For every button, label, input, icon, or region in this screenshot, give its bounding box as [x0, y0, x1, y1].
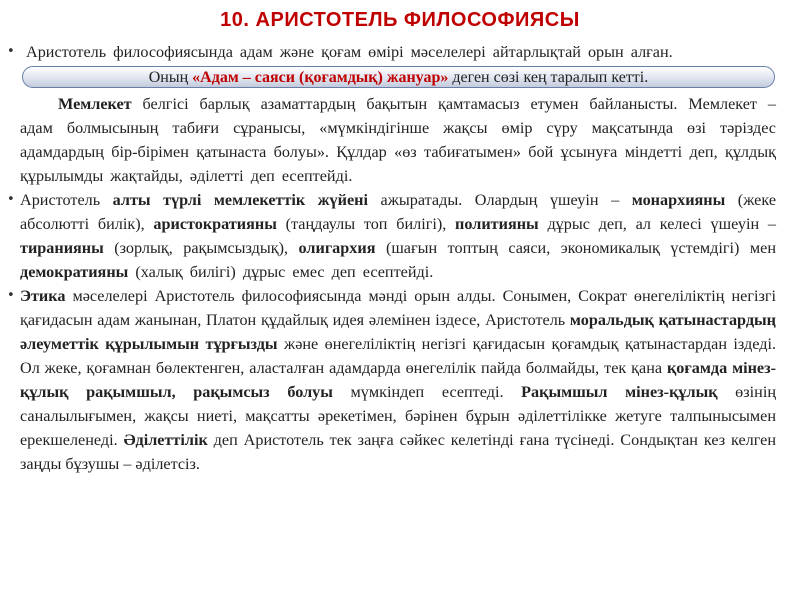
gov-text-5: дұрыс деп, ал келесі үшеуін – [538, 215, 776, 233]
banner-pre: Оның [148, 69, 193, 86]
term-moral-relations: моральдық қатынастардың әлеуметтік құрылымын тұрғызды [20, 311, 776, 353]
gov-text-4: (таңдаулы топ билігі), [276, 215, 456, 233]
banner-post: деген сөзі кең таралып кетті. [448, 69, 649, 86]
term-tyranny: тиранияны [20, 239, 104, 257]
term-society-behavior: қоғамда мінез-құлық рақымшыл, рақымсыз болуы [20, 359, 776, 401]
term-polity: политияны [455, 215, 539, 233]
quote-banner [22, 66, 775, 88]
paragraph-governments [20, 188, 776, 284]
state-text: белгісі барлық азаматтардың бақытын қамтамасыз етумен байланысты. Мемлекет – адам болмысының табиғи сұранысы, «мүмкіндігінше жақсы өмір сүру мақсатында өзі тәріздес адамдардың бір-бірімен қатынаста болуы». Құлдар «өз табиғатымен» бой ұсынуға міндетті деп, құлдық құрылымды жақтайды, әділетті деп есептейді. [20, 95, 776, 185]
gov-text-6: (зорлық, рақымсыздық), [103, 239, 299, 257]
ethics-text-3: мүмкіндеп есептеді. [332, 383, 522, 401]
term-ethics: Этика [20, 287, 66, 305]
term-merciful-behavior: Рақымшыл мінез-құлық [521, 383, 718, 401]
term-justice: Әділеттілік [123, 431, 208, 449]
ethics-text-1: мәселелері Аристотель философиясында мәнді орын алды. Сонымен, Сократ өнегеліліктің негізгі қағидасын адам жанынан, Платон құдайлық идея әлемінен іздесе, Аристотель [20, 287, 776, 329]
term-oligarchy: олигархия [298, 239, 376, 257]
term-democracy: демократияны [20, 263, 129, 281]
gov-text-2: ажыратады. Олардың үшеуін – [367, 191, 632, 209]
intro-text: Аристотель философиясында адам және қоғам өмірі мәселелері айтарлықтай орын алған. [26, 43, 673, 61]
banner-quote: «Адам – саяси (қоғамдық) жануар» [192, 69, 449, 86]
gov-text-7: (шағын топтың саяси, экономикалық үстемдігі) мен [375, 239, 776, 257]
term-aristocracy: аристократияны [153, 215, 277, 233]
ethics-text-5: деп Аристотель тек заңға сәйкес келетінді ғана түсінеді. Сондықтан кез келген заңды бұзушы – әділетсіз. [20, 431, 776, 473]
gov-text-8: (халық билігі) дұрыс емес деп есептейді. [128, 263, 434, 281]
slide-title: 10. АРИСТОТЕЛЬ ФИЛОСОФИЯСЫ [220, 9, 580, 31]
gov-text-1: Аристотель [20, 191, 113, 209]
term-six-systems: алты түрлі мемлекеттік жүйені [112, 191, 368, 209]
slide-content [20, 40, 776, 476]
paragraph-intro [20, 40, 776, 64]
term-state: Мемлекет [58, 95, 132, 113]
paragraph-state [20, 92, 776, 188]
gov-text-3: (жеке абсолютті билік), [20, 191, 776, 233]
paragraph-ethics [20, 284, 776, 476]
ethics-text-4: өзінің саналылығымен, жақсы ниеті, мақсатты әрекетімен, бәрінен бұрын әділеттілікке жетуге талпынысымен ерекшеленеді. [20, 383, 776, 449]
ethics-text-2: және өнегеліліктің негізгі қағидасын қоғамдық қатынастардан іздеді. Ол жеке, қоғамнан бөлектенген, аласталған адамдарда өнегелілік пайда болмайды, тек қана [20, 335, 776, 377]
term-monarchy: монархияны [631, 191, 726, 209]
